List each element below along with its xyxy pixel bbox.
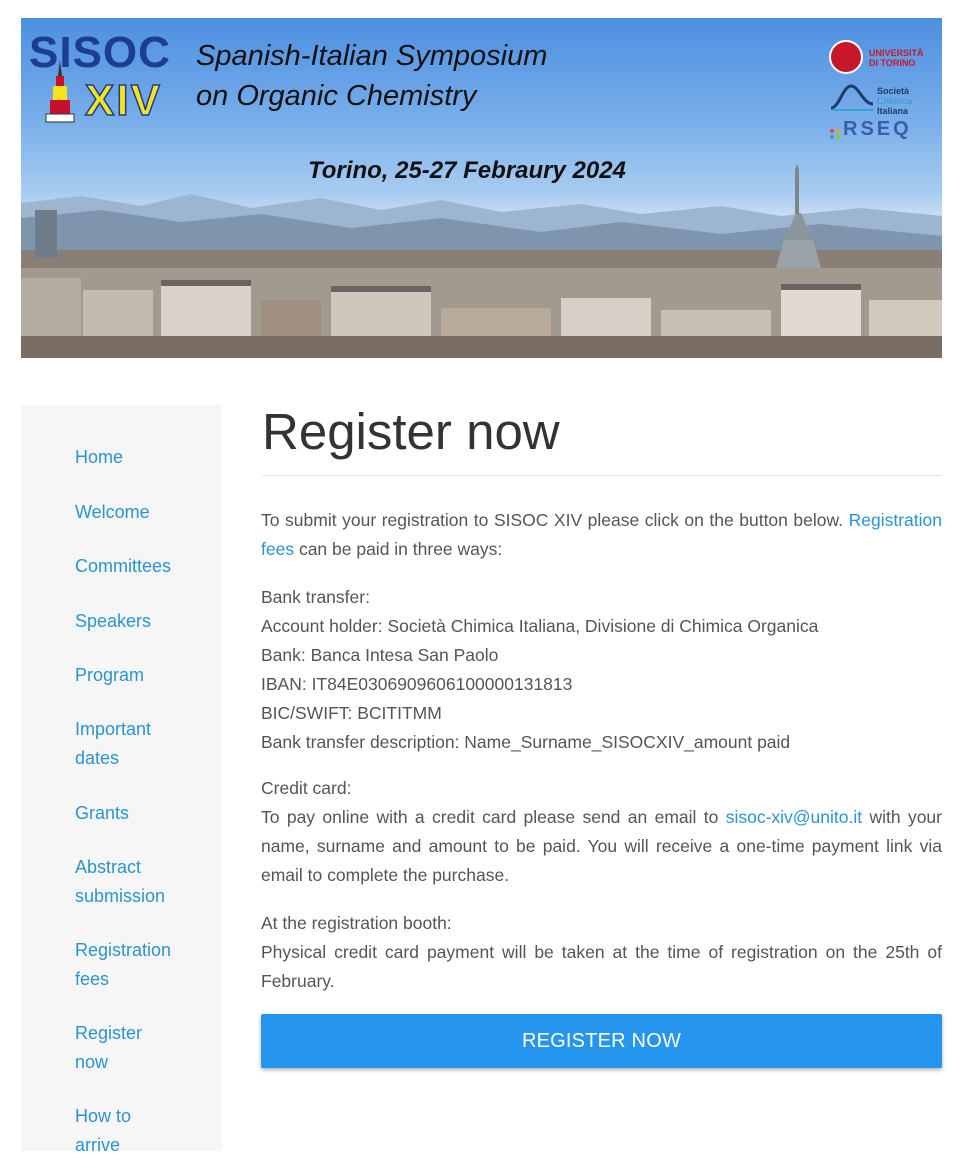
sci-label-2: Chimica: [877, 96, 913, 106]
sidebar-item-label: Grants: [75, 803, 130, 823]
sidebar-item-label: Registration: [75, 940, 172, 960]
iban: IBAN: IT84E0306909606100000131813: [261, 674, 573, 694]
page-title: Register now: [262, 403, 560, 460]
sidebar-nav: [21, 405, 222, 1155]
unito-logo: [829, 40, 939, 76]
credit-text-after: with your name, surname and amount to be paid. You will receive a one-time payment link via email to complete the purchase.: [261, 807, 942, 885]
symposium-title: [196, 36, 547, 116]
sidebar-item-label: now: [75, 1052, 109, 1072]
booth-heading: At the registration booth:: [261, 913, 452, 933]
sci-logo: [829, 82, 939, 116]
sci-label-1: Società: [877, 86, 910, 96]
rseq-label: RSEQ: [843, 118, 912, 140]
rseq-logo: [829, 118, 939, 150]
sidebar-item-label: Home: [75, 447, 124, 467]
intro-paragraph: [261, 506, 942, 564]
unito-seal-icon: [829, 40, 863, 74]
sidebar-item-label: fees: [75, 969, 110, 989]
bank-transfer-section: [261, 583, 942, 757]
bank-transfer-heading: Bank transfer:: [261, 587, 370, 607]
credit-card-heading: Credit card:: [261, 778, 352, 798]
header-banner: [21, 18, 942, 358]
booth-text: Physical credit card payment will be taken at the time of registration on the 25th of February.: [261, 942, 942, 991]
sidebar-item-register-now[interactable]: [75, 1019, 215, 1077]
booth-section: [261, 909, 942, 996]
title-divider: [262, 475, 942, 476]
sisoc-logo: SISOC: [29, 28, 171, 77]
xiv-logo: XIV: [85, 76, 162, 125]
symposium-title-line1: Spanish-Italian Symposium: [196, 40, 548, 72]
sidebar-item-label: arrive: [75, 1135, 121, 1155]
registration-fees-link[interactable]: Registration fees: [261, 510, 942, 559]
credit-text-before: To pay online with a credit card please send an email to: [261, 807, 726, 827]
symposium-title-line2: on Organic Chemistry: [196, 80, 477, 112]
bic-swift: BIC/SWIFT: BCITITMM: [261, 703, 442, 723]
credit-card-section: [261, 774, 942, 890]
sidebar-item-committees[interactable]: [75, 552, 215, 581]
sidebar-item-grants[interactable]: [75, 799, 215, 828]
transfer-description: Bank transfer description: Name_Surname_SISOCXIV_amount paid: [261, 732, 791, 752]
sidebar-item-registration-fees[interactable]: [75, 936, 215, 994]
sidebar-item-label: How to: [75, 1106, 132, 1126]
sidebar-item-label: Speakers: [75, 611, 152, 631]
register-now-button[interactable]: REGISTER NOW: [261, 1014, 942, 1068]
sidebar-item-label: Welcome: [75, 502, 150, 522]
sidebar-item-label: Committees: [75, 556, 172, 576]
email-link[interactable]: sisoc-xiv@unito.it: [725, 807, 863, 827]
sidebar-item-label: dates: [75, 748, 120, 768]
account-holder: Account holder: Società Chimica Italiana, Divisione di Chimica Organica: [261, 616, 819, 636]
intro-text: To submit your registration to SISOC XIV please click on the button below.: [261, 510, 844, 530]
symposium-date: Torino, 25-27 Febraury 2024: [308, 157, 626, 184]
sidebar-item-label: submission: [75, 886, 166, 906]
sidebar-item-label: Important: [75, 719, 152, 739]
intro-tail: can be paid in three ways:: [294, 539, 503, 559]
sidebar-item-label: Program: [75, 665, 145, 685]
bank-name: Bank: Banca Intesa San Paolo: [261, 645, 499, 665]
sidebar-item-welcome[interactable]: [75, 498, 215, 527]
sidebar-item-abstract-submission[interactable]: [75, 853, 215, 911]
unito-label-1: UNIVERSITÀ: [869, 48, 924, 58]
sidebar-item-program[interactable]: [75, 661, 215, 690]
sidebar-item-label: Abstract: [75, 857, 142, 877]
sci-label-3: Italiana: [877, 106, 909, 116]
rseq-dots-icon: [829, 128, 841, 142]
sidebar-item-home[interactable]: [75, 443, 215, 472]
credit-card-text: [261, 803, 942, 890]
unito-label-2: DI TORINO: [869, 58, 916, 68]
sidebar-item-important-dates[interactable]: [75, 715, 215, 773]
sci-wave-icon: [829, 82, 875, 112]
sidebar-item-how-to-arrive[interactable]: [75, 1102, 215, 1160]
sidebar-item-label: Register: [75, 1023, 143, 1043]
sidebar-item-speakers[interactable]: [75, 607, 215, 636]
